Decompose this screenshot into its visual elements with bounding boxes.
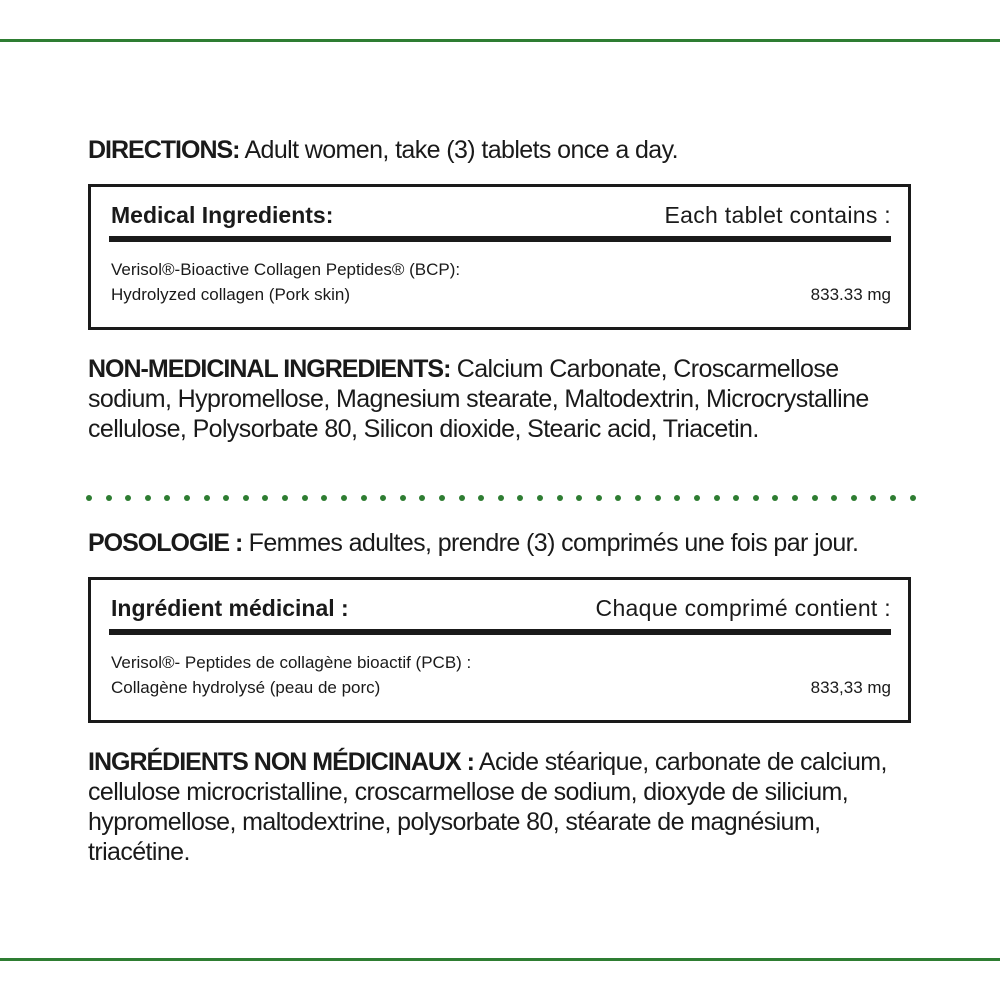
directions-fr [88,528,918,558]
separator-dot [831,495,837,501]
separator-dot [380,495,386,501]
ingredient-name-fr: Collagène hydrolysé (peau de porc) [111,678,381,697]
directions-en [88,135,918,165]
separator-dot [223,495,229,501]
directions-en-text: Adult women, take (3) tablets once a day. [239,136,678,164]
medical-box-line2-fr [111,677,891,699]
directions-fr-label: POSOLOGIE : [88,529,243,557]
medical-box-subheading-fr: Chaque comprimé contient : [595,595,891,621]
medical-box-subheading-en: Each tablet contains : [664,202,891,228]
separator-dot [812,495,818,501]
separator-dot [321,495,327,501]
medical-box-header-en [111,201,891,229]
separator-dot [635,495,641,501]
dotted-separator [86,493,916,503]
separator-dot [262,495,268,501]
medical-box-line1-en [111,259,891,281]
separator-dot [851,495,857,501]
separator-dot [890,495,896,501]
non-medicinal-en-text: Calcium Carbonate, Croscarmellose sodium, Hypromellose, Magnesium stearate, Maltodextrin, Microcrystalline cellulose, Polysorbate 80, Silicon dioxide, Stearic acid, Triacetin. [88,355,869,443]
separator-dot [419,495,425,501]
separator-dot [733,495,739,501]
separator-dot [792,495,798,501]
separator-dot [576,495,582,501]
top-green-rule [0,39,1000,42]
separator-dot [459,495,465,501]
medical-box-divider-en [109,236,891,242]
separator-dot [910,495,916,501]
separator-dot [596,495,602,501]
separator-dot [341,495,347,501]
ingredient-source-en: Verisol®-Bioactive Collagen Peptides® (BCP): [111,260,461,279]
separator-dot [517,495,523,501]
separator-dot [125,495,131,501]
separator-dot [714,495,720,501]
medical-ingredients-box-fr [88,577,911,723]
separator-dot [537,495,543,501]
separator-dot [772,495,778,501]
directions-en-label: DIRECTIONS: [88,136,240,164]
separator-dot [184,495,190,501]
separator-dot [615,495,621,501]
separator-dot [674,495,680,501]
ingredient-source-fr: Verisol®- Peptides de collagène bioactif (PCB) : [111,653,472,672]
separator-dot [557,495,563,501]
medical-box-line2-en [111,284,891,306]
medical-box-heading-en: Medical Ingredients: [111,202,334,228]
ingredient-amount-en: 833.33 mg [810,285,891,304]
separator-dot [282,495,288,501]
separator-dot [478,495,484,501]
separator-dot [655,495,661,501]
medical-box-line1-fr [111,652,891,674]
separator-dot [145,495,151,501]
non-medicinal-fr-text: Acide stéarique, carbonate de calcium, cellulose microcristalline, croscarmellose de sodium, dioxyde de silicium, hypromellose, maltodextrine, polysorbate 80, stéarate de magnésium, triacétine. [88,748,887,866]
medical-box-heading-fr: Ingrédient médicinal : [111,595,349,621]
separator-dot [400,495,406,501]
non-medicinal-en [88,354,918,444]
separator-dot [361,495,367,501]
non-medicinal-fr [88,747,918,867]
bottom-green-rule [0,958,1000,961]
separator-dot [753,495,759,501]
ingredient-amount-fr: 833,33 mg [810,678,891,697]
separator-dot [164,495,170,501]
separator-dot [106,495,112,501]
non-medicinal-en-label: NON-MEDICINAL INGREDIENTS: [88,355,451,383]
separator-dot [694,495,700,501]
separator-dot [204,495,210,501]
non-medicinal-fr-label: INGRÉDIENTS NON MÉDICINAUX : [88,748,474,776]
separator-dot [86,495,92,501]
medical-box-divider-fr [109,629,891,635]
directions-fr-text: Femmes adultes, prendre (3) comprimés une fois par jour. [242,529,859,557]
medical-box-header-fr [111,594,891,622]
separator-dot [439,495,445,501]
medical-ingredients-box-en [88,184,911,330]
separator-dot [870,495,876,501]
ingredient-name-en: Hydrolyzed collagen (Pork skin) [111,285,351,304]
separator-dot [302,495,308,501]
separator-dot [243,495,249,501]
separator-dot [498,495,504,501]
